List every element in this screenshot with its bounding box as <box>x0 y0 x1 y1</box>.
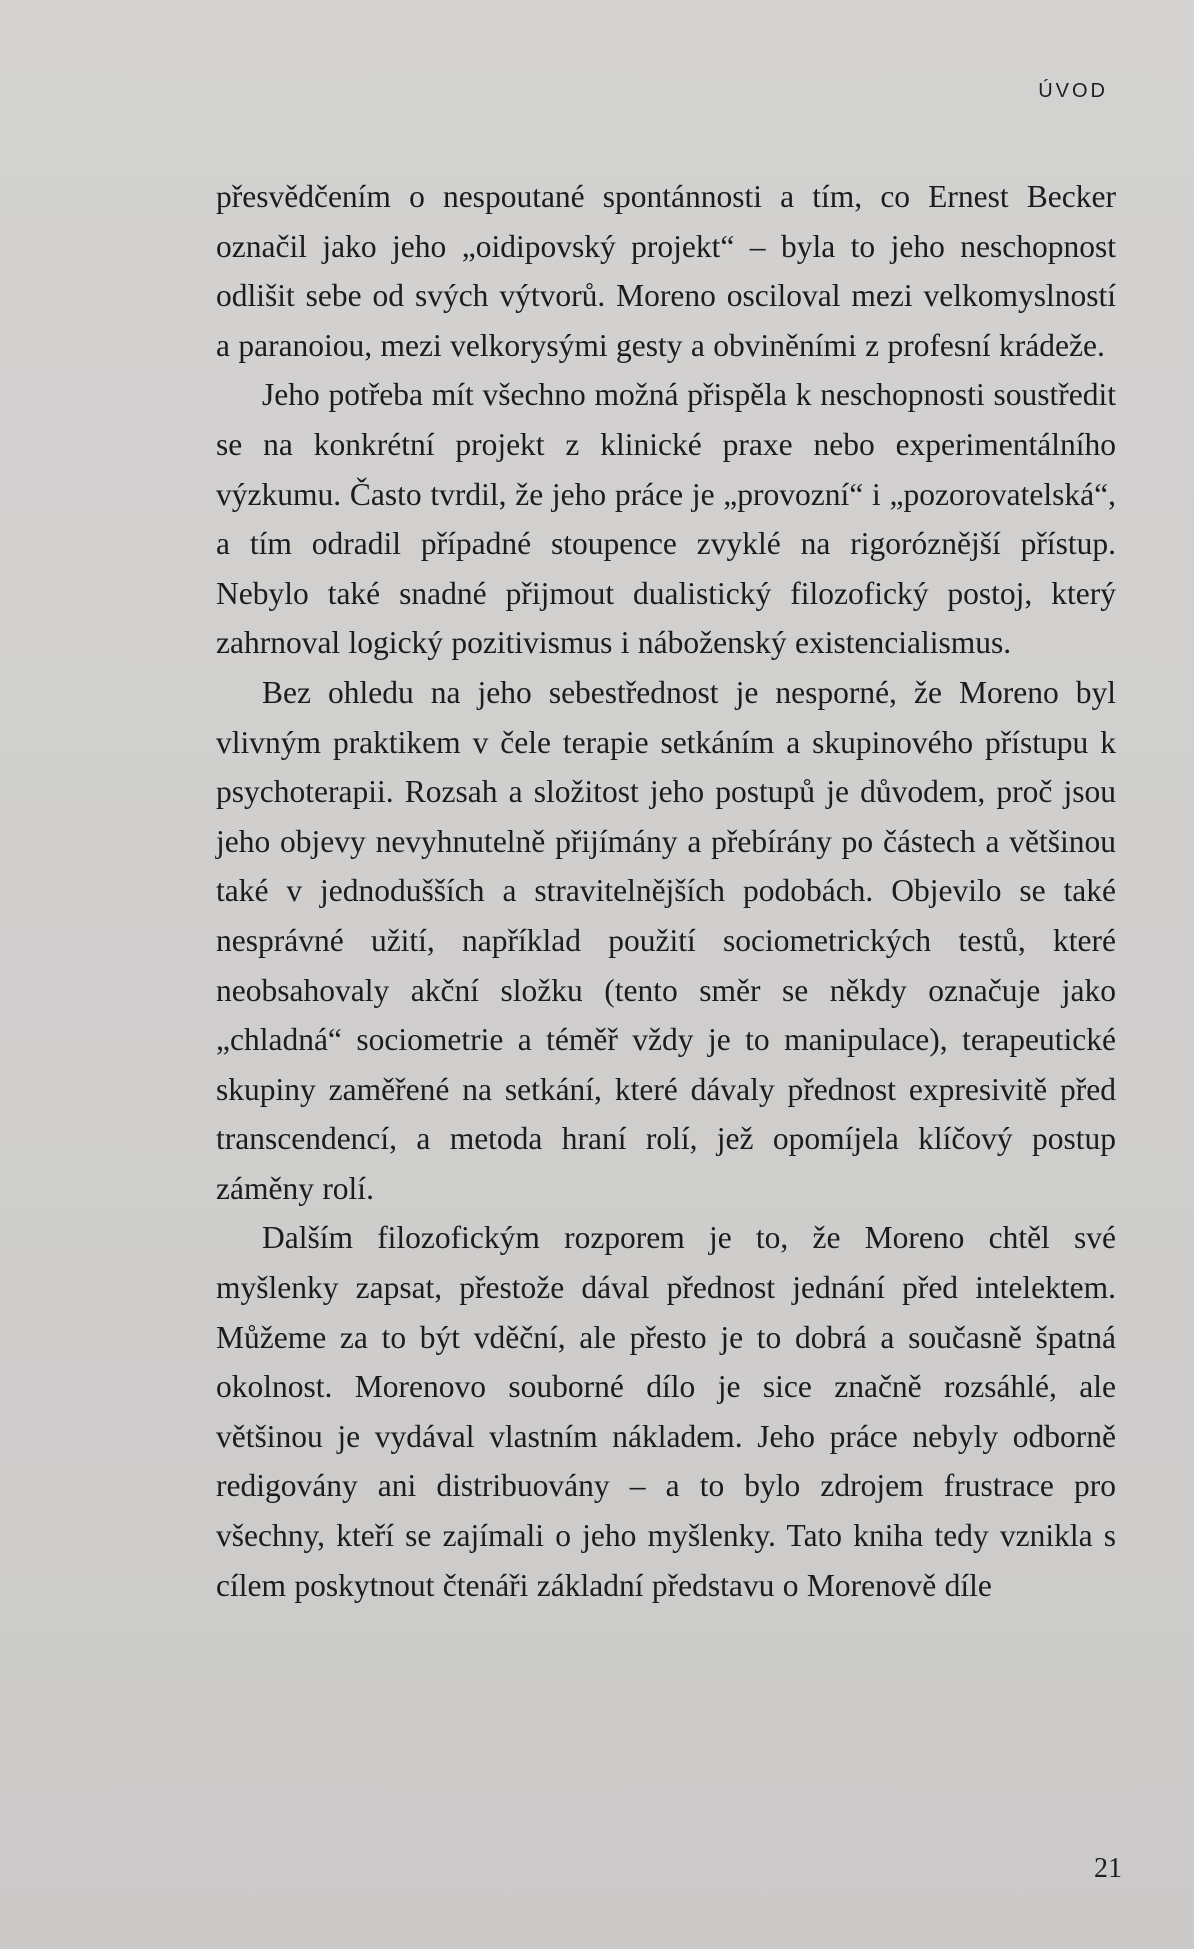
running-head: ÚVOD <box>1038 80 1108 102</box>
body-text <box>216 172 1116 1610</box>
paragraph-2: Jeho potřeba mít všechno možná přispěla k neschopnosti soustředit se na konkrétní projekt z klinické praxe nebo experimentálního výzkumu. Často tvrdil, že jeho práce je „provozní“ i „pozorovatelská“, a tím odradil případné stoupence zvyklé na rigoróznější přístup. Nebylo také snadné přijmout dualistický filozofický postoj, který zahrnoval logický pozitivismus i náboženský existencialismus. <box>216 377 1116 661</box>
paragraph-1: přesvědčením o nespoutané spontánnosti a tím, co Ernest Becker označil jako jeho „oidipovský projekt“ – byla to jeho neschopnost odlišit sebe od svých výtvorů. Moreno osciloval mezi velkomyslností a paranoiou, mezi velkorysými gesty a obviněními z profesní krádeže. <box>216 179 1116 363</box>
paragraph-4: Dalším filozofickým rozporem je to, že Moreno chtěl své myšlenky zapsat, přestože dával přednost jednání před intelektem. Můžeme za to být vděční, ale přesto je to dobrá a současně špatná okolnost. Morenovo souborné dílo je sice značně rozsáhlé, ale většinou je vydával vlastním nákladem. Jeho práce nebyly odborně redigovány ani distribuovány – a to bylo zdrojem frustrace pro všechny, kteří se zajímali o jeho myšlenky. Tato kniha tedy vznikla s cílem poskytnout čtenáři základní představu o Morenově díle <box>216 1220 1116 1603</box>
paragraph-3: Bez ohledu na jeho sebestřednost je nesporné, že Moreno byl vlivným praktikem v čele terapie setkáním a skupinového přístupu k psychoterapii. Rozsah a složitost jeho postupů je důvodem, proč jsou jeho objevy nevyhnutelně přijímány a přebírány po částech a většinou také v jednodušších a stravitelnějších podobách. Objevilo se také nesprávné užití, například použití sociometrických testů, které neobsahovaly akční složku (tento směr se někdy označuje jako „chladná“ sociometrie a téměř vždy je to manipulace), terapeutické skupiny zaměřené na setkání, které dávaly přednost expresivitě před transcendencí, a metoda hraní rolí, jež opomíjela klíčový postup záměny rolí. <box>216 674 1116 1206</box>
page-number: 21 <box>1094 1853 1122 1884</box>
